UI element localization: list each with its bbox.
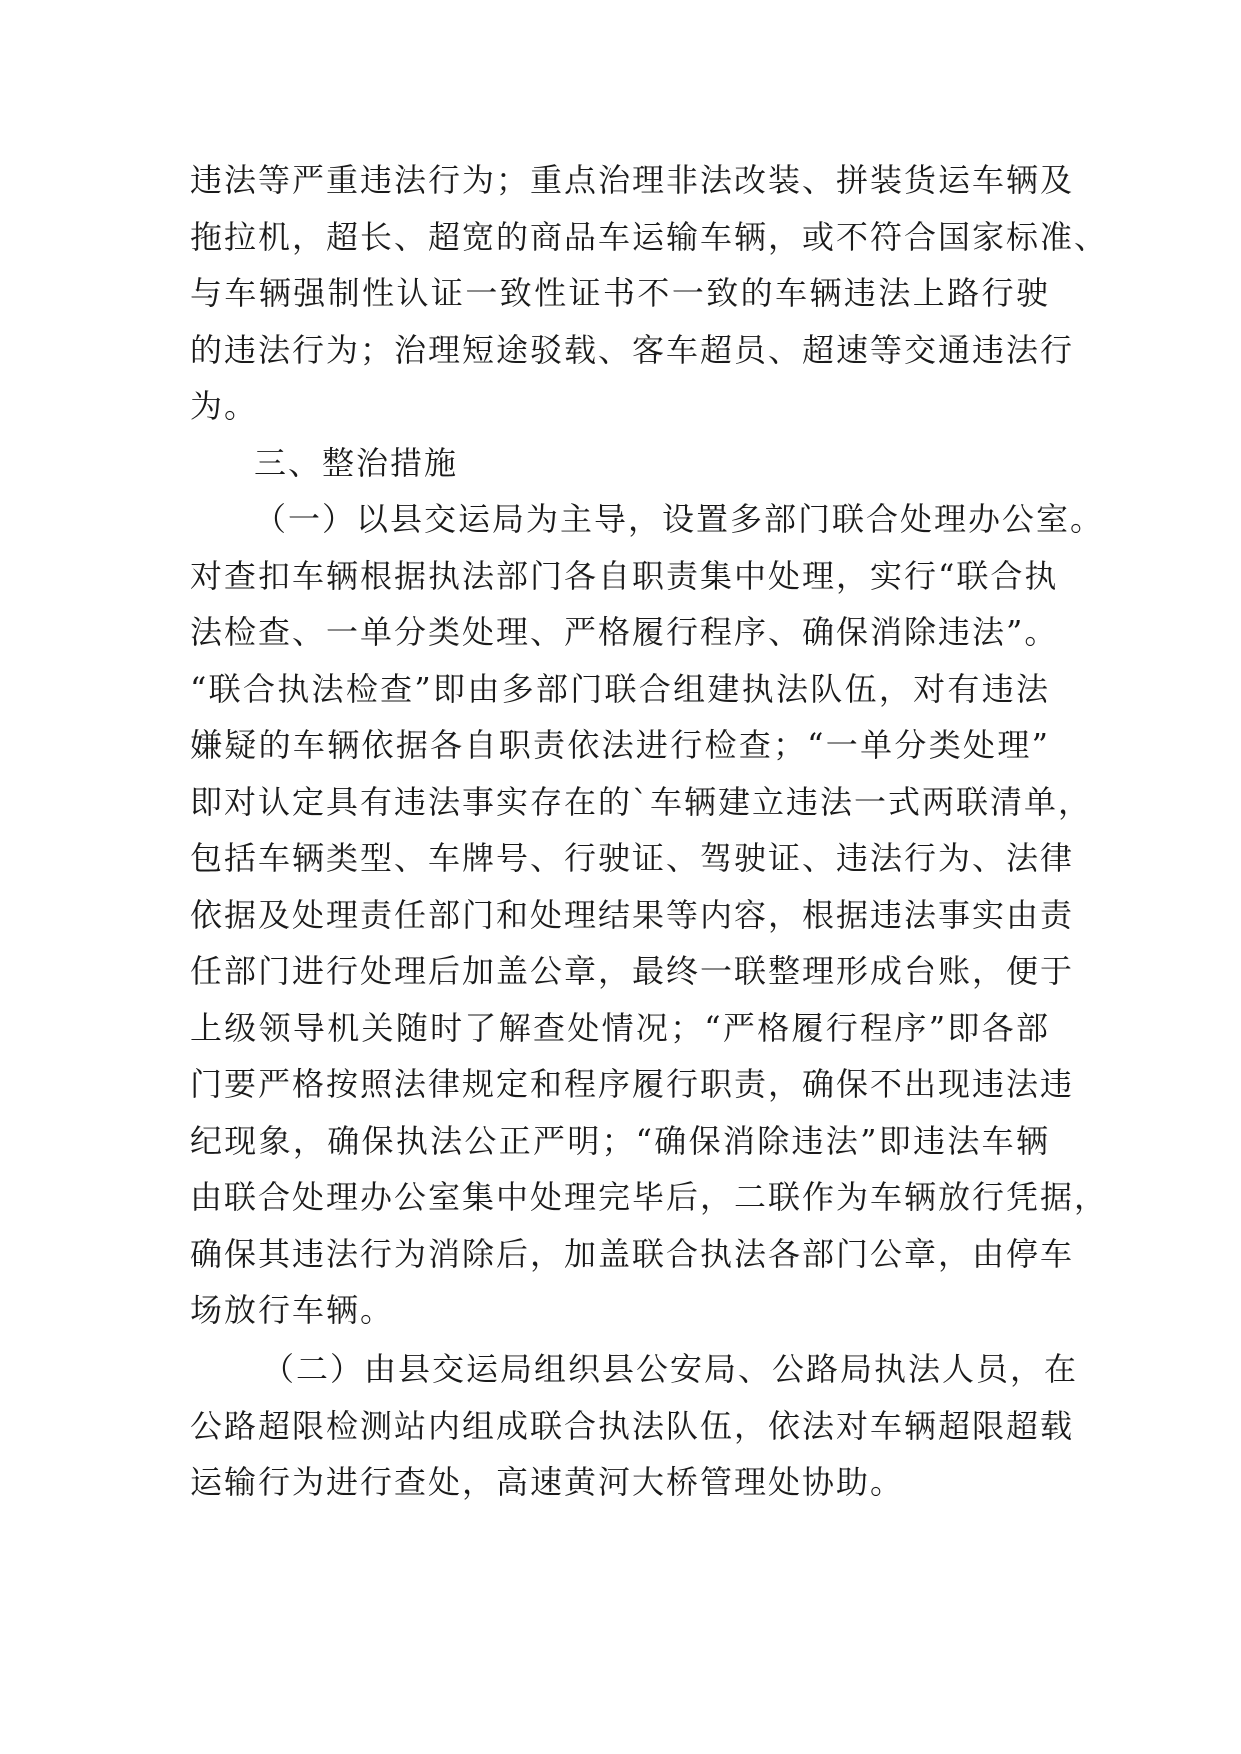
paragraph-line: 嫌疑的车辆依据各自职责依法进行检查；“一单分类处理” — [190, 726, 1050, 764]
paragraph-line: 任部门进行处理后加盖公章，最终一联整理形成台账，便于 — [190, 952, 1075, 990]
paragraph-line: 包括车辆类型、车牌号、行驶证、驾驶证、违法行为、法律 — [190, 839, 1075, 877]
paragraph-line: 纪现象，确保执法公正严明；“确保消除违法”即违法车辆 — [190, 1122, 1050, 1160]
paragraph-line: 对查扣车辆根据执法部门各自职责集中处理，实行“联合执 — [190, 557, 1059, 595]
paragraph-line: 与车辆强制性认证一致性证书不一致的车辆违法上路行驶 — [190, 274, 1050, 312]
paragraph-line: 的违法行为；治理短途驳载、客车超员、超速等交通违法行 — [190, 331, 1075, 369]
paragraph-line: 公路超限检测站内组成联合执法队伍，依法对车辆超限超载 — [190, 1407, 1075, 1445]
paragraph-line: 依据及处理责任部门和处理结果等内容，根据违法事实由责 — [190, 896, 1075, 934]
paragraph-line: （二）由县交运局组织县公安局、公路局执法人员，在 — [262, 1350, 1079, 1388]
paragraph-line: 由联合处理办公室集中处理完毕后，二联作为车辆放行凭据， — [190, 1178, 1109, 1216]
paragraph-line: 上级领导机关随时了解查处情况；“严格履行程序”即各部 — [190, 1009, 1050, 1047]
paragraph-line: 违法等严重违法行为；重点治理非法改装、拼装货运车辆及 — [190, 161, 1075, 199]
section-heading: 三、整治措施 — [254, 444, 459, 482]
paragraph-line: （一）以县交运局为主导，设置多部门联合处理办公室。 — [254, 500, 1105, 538]
paragraph-line: 场放行车辆。 — [190, 1291, 395, 1329]
paragraph-line: 为。 — [190, 387, 259, 425]
paragraph-line: 法检查、一单分类处理、严格履行程序、确保消除违法”。 — [190, 613, 1059, 651]
paragraph-line: 确保其违法行为消除后，加盖联合执法各部门公章，由停车 — [190, 1235, 1075, 1273]
paragraph-line: 门要严格按照法律规定和程序履行职责，确保不出现违法违 — [190, 1065, 1075, 1103]
paragraph-line: 即对认定具有违法事实存在的`车辆建立违法一式两联清单， — [190, 783, 1093, 821]
paragraph-line: “联合执法检查”即由多部门联合组建执法队伍，对有违法 — [190, 670, 1050, 708]
paragraph-line: 运输行为进行查处，高速黄河大桥管理处协助。 — [190, 1463, 905, 1501]
paragraph-line: 拖拉机，超长、超宽的商品车运输车辆，或不符合国家标准、 — [190, 218, 1109, 256]
